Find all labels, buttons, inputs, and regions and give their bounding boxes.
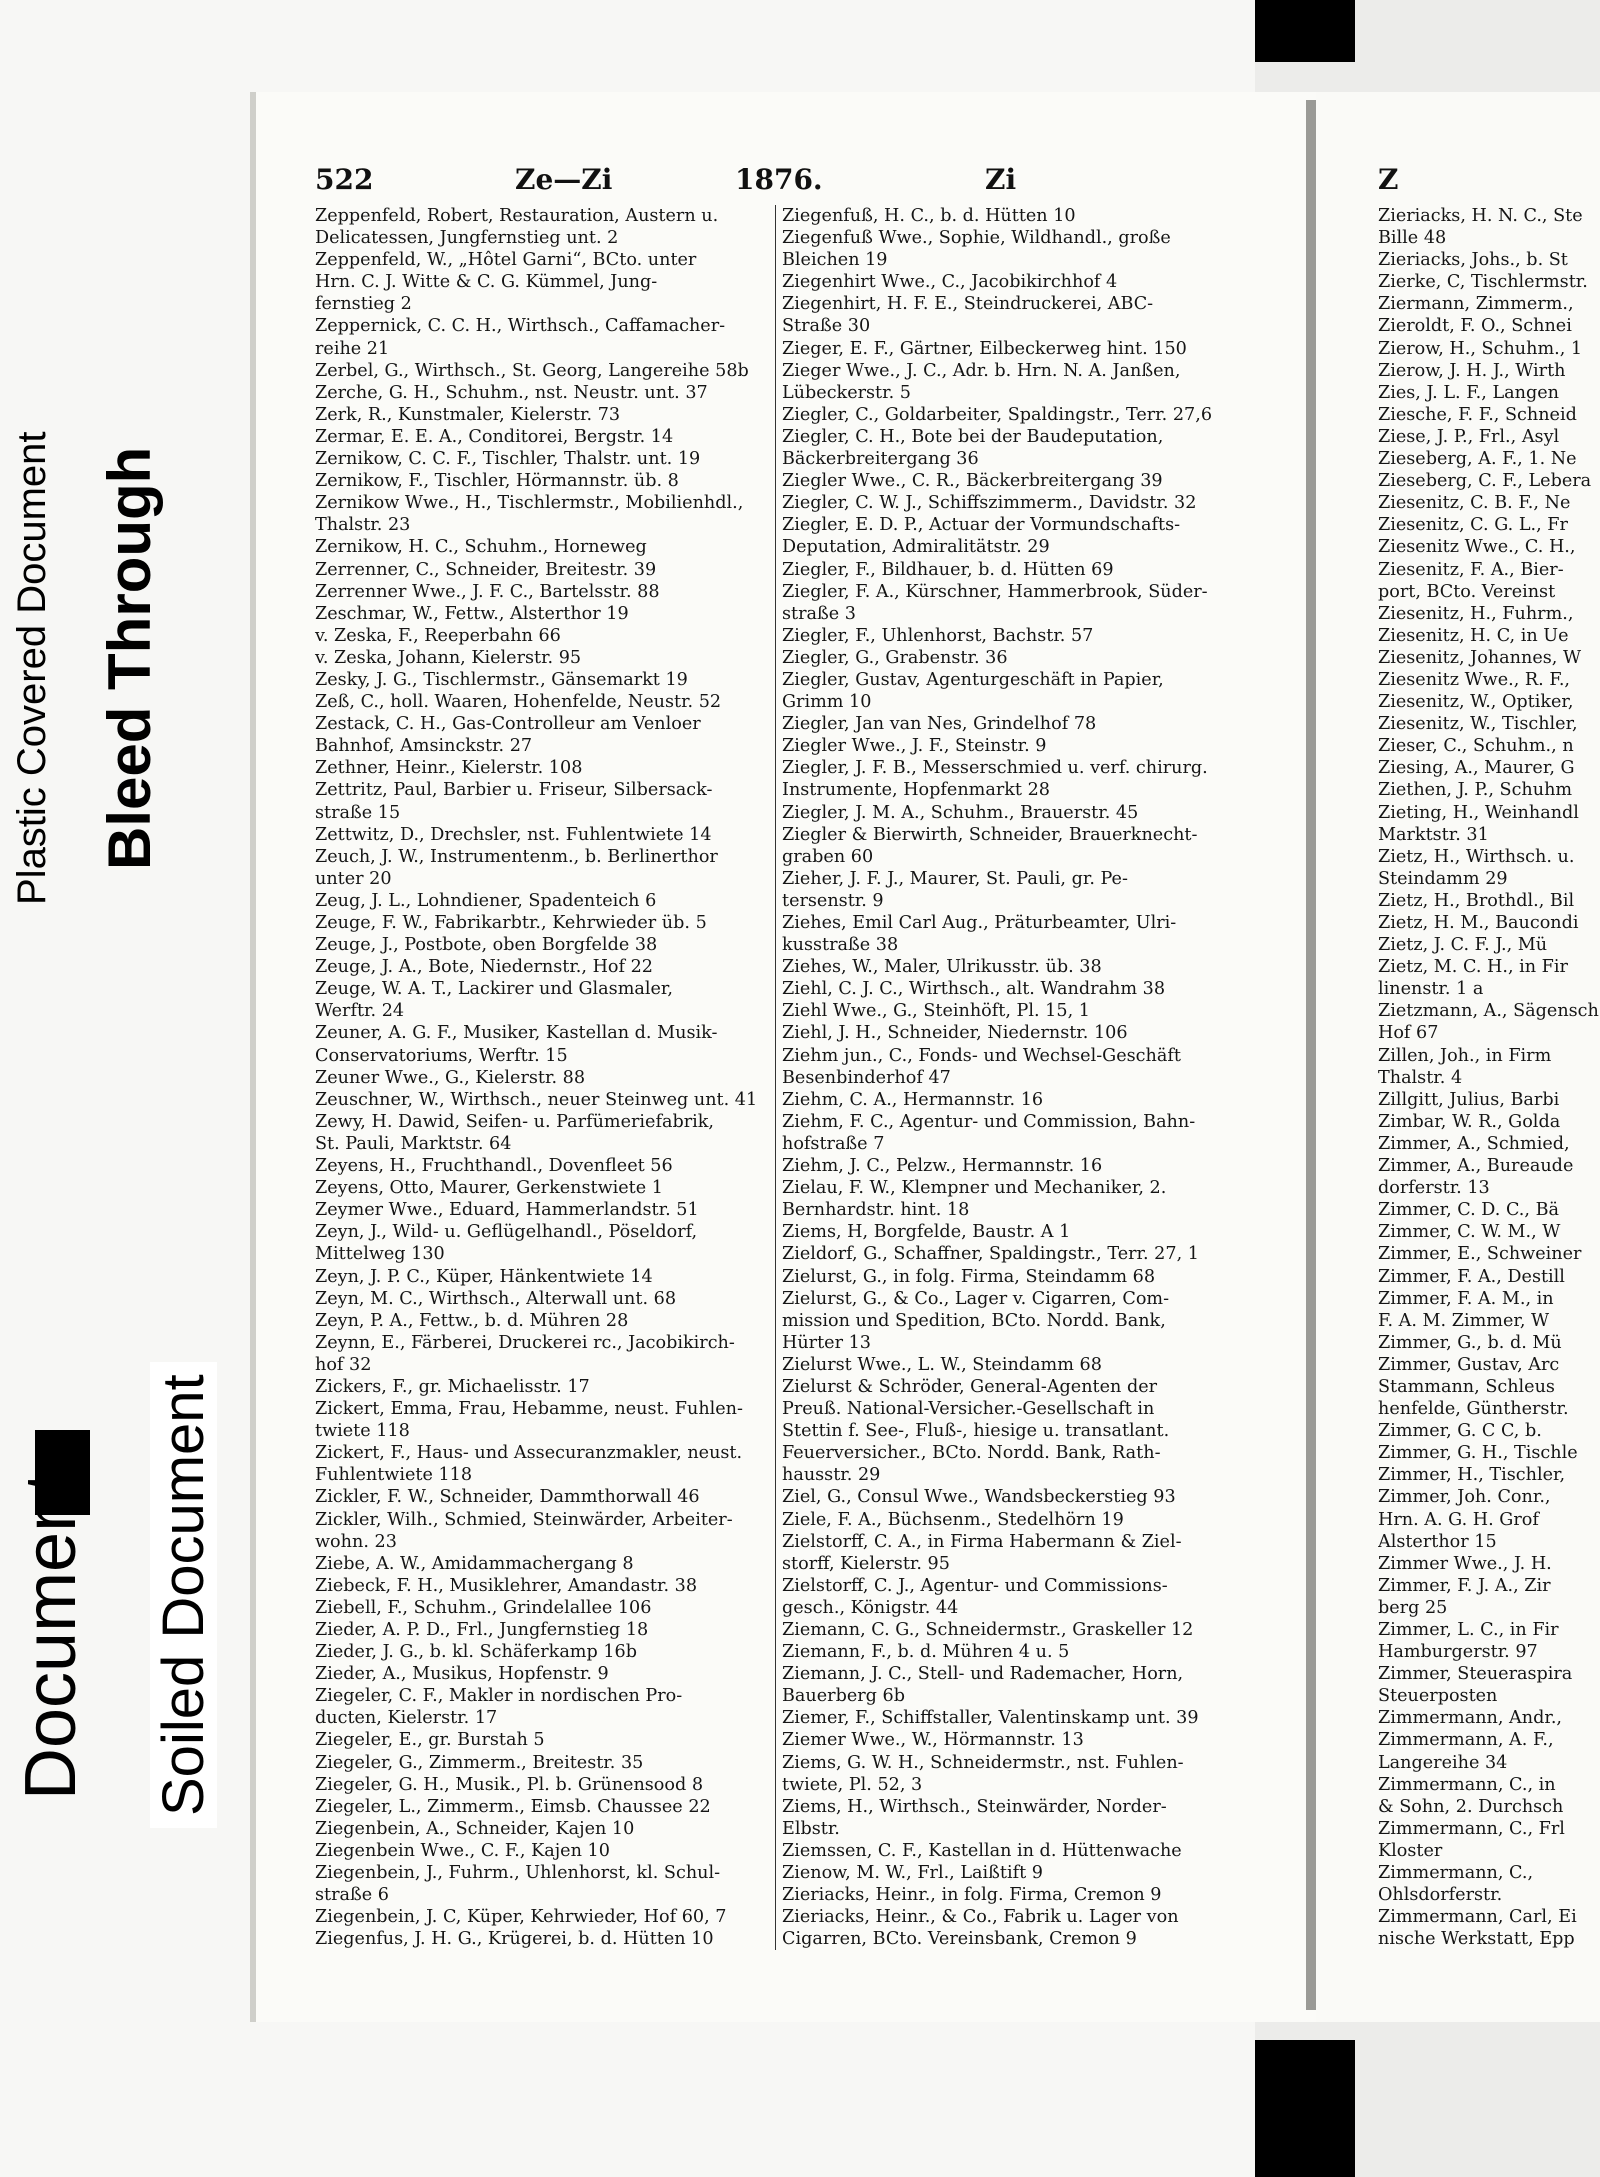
directory-entry-line: Ziems, G. W. H., Schneidermstr., nst. Fuhlen- <box>782 1752 1184 1773</box>
directory-entry-line: Ziesenitz, Johannes, W <box>1378 647 1582 668</box>
directory-entry-line: Zeyens, H., Fruchthandl., Dovenfleet 56 <box>315 1156 673 1177</box>
directory-entry-line: straße 6 <box>315 1885 389 1906</box>
directory-entry-line: dorferstr. 13 <box>1378 1178 1490 1199</box>
directory-entry-line: Zietzmann, A., Sägensch <box>1378 1001 1599 1022</box>
directory-column-1 <box>315 205 770 1950</box>
directory-entry-line: Zimmer, F. A., Destill <box>1378 1266 1565 1287</box>
scan-black-bar-bottom <box>1255 2040 1355 2177</box>
directory-entry-line: Zieriacks, Heinr., & Co., Fabrik u. Lager von <box>782 1907 1179 1928</box>
directory-entry-line: Zeuschner, W., Wirthsch., neuer Steinweg unt. 41 <box>315 1089 758 1110</box>
directory-entry-line: Ziegler, Gustav, Agenturgeschäft in Papier, <box>782 669 1164 690</box>
directory-entry-line: Steindamm 29 <box>1378 868 1508 889</box>
directory-entry-line: Zieriacks, H. N. C., Ste <box>1378 206 1583 226</box>
directory-entry-line: Ziemann, C. G., Schneidermstr., Graskeller 12 <box>782 1620 1194 1640</box>
directory-entry-line: Zeuner Wwe., G., Kielerstr. 88 <box>315 1067 586 1088</box>
directory-entry-line: Zierow, J. H. J., Wirth <box>1378 360 1566 381</box>
directory-entry-line: Zieder, A., Musikus, Hopfenstr. 9 <box>315 1664 609 1685</box>
directory-entry-line: Ziegeler, C. F., Makler in nordischen Pro- <box>315 1686 683 1707</box>
directory-entry-line: Zeyn, J. P. C., Küper, Hänkentwiete 14 <box>315 1266 653 1287</box>
directory-entry-line: Ziegenhirt Wwe., C., Jacobikirchhof 4 <box>782 272 1118 293</box>
directory-entry-line: Ziebell, F., Schuhm., Grindelallee 106 <box>315 1597 652 1618</box>
directory-entry-line: Thalstr. 23 <box>315 515 411 536</box>
directory-entry-line: Ohlsdorferstr. <box>1378 1885 1503 1906</box>
directory-entry-line: Bille 48 <box>1378 228 1447 249</box>
directory-entry-line: Zimmer, Joh. Conr., <box>1378 1487 1551 1508</box>
directory-entry-line: Zimbar, W. R., Golda <box>1378 1111 1561 1132</box>
directory-entry-line: Zimmer, A., Bureaude <box>1378 1156 1574 1177</box>
directory-entry-line: Zeuner, A. G. F., Musiker, Kastellan d. Musik- <box>315 1023 718 1044</box>
directory-entry-line: Werftr. 24 <box>315 1001 405 1022</box>
directory-entry-line: Zillgitt, Julius, Barbi <box>1378 1089 1560 1110</box>
directory-entry-line: Zielurst & Schröder, General-Agenten der <box>782 1376 1158 1397</box>
directory-entry-line: Zernikow Wwe., H., Tischlermstr., Mobilienhdl., <box>315 493 744 514</box>
directory-entry-line: Hof 67 <box>1378 1023 1439 1044</box>
directory-entry-line: Ziegler & Bierwirth, Schneider, Brauerknecht- <box>782 824 1198 845</box>
directory-entry-line: Deputation, Admiralitätstr. 29 <box>782 537 1050 558</box>
directory-entry-line: St. Pauli, Marktstr. 64 <box>315 1133 512 1154</box>
directory-entry-line: Zieher, J. F. J., Maurer, St. Pauli, gr. Pe- <box>782 868 1128 889</box>
directory-entry-line: Ziegler, J. F. B., Messerschmied u. verf. chirurg. <box>782 758 1208 779</box>
directory-entry-line: Zickers, F., gr. Michaelisstr. 17 <box>315 1376 590 1397</box>
directory-entry-line: Conservatoriums, Werftr. 15 <box>315 1045 568 1066</box>
column-divider <box>775 205 776 1950</box>
directory-entry-line: Zietz, M. C. H., in Fir <box>1378 957 1568 978</box>
directory-entry-line: Zieldorf, G., Schaffner, Spaldingstr., Terr. 27, 1 <box>782 1244 1199 1265</box>
directory-entry-line: Zimmermann, Carl, Ei <box>1378 1907 1577 1928</box>
label-plastic-covered: Plastic Covered Document <box>10 431 54 905</box>
directory-entry-line: Ziesenitz, C. B. F., Ne <box>1378 493 1571 514</box>
directory-entry-line: Mittelweg 130 <box>315 1244 445 1265</box>
directory-entry-line: linenstr. 1 a <box>1378 979 1484 1000</box>
directory-entry-line: Zielstorff, C. J., Agentur- und Commissions- <box>782 1575 1168 1596</box>
directory-entry-line: Zieser, C., Schuhm., n <box>1378 736 1574 757</box>
directory-entry-line: Zettritz, Paul, Barbier u. Friseur, Silbersack- <box>315 780 713 801</box>
directory-entry-line: Zieger Wwe., J. C., Adr. b. Hrn. N. A. Janßen, <box>782 360 1181 381</box>
directory-entry-line: Zieger, E. F., Gärtner, Eilbeckerweg hint. 150 <box>782 338 1187 359</box>
directory-entry-line: Ziegler, C., Goldarbeiter, Spaldingstr., Terr. 27,6 <box>782 404 1213 425</box>
directory-entry-line: mission und Spedition, BCto. Nordd. Bank, <box>782 1310 1166 1331</box>
directory-entry-line: unter 20 <box>315 868 392 889</box>
directory-entry-line: Ziethen, J. P., Schuhm <box>1378 780 1573 801</box>
directory-entry-line: Steuerposten <box>1378 1686 1498 1707</box>
directory-entry-line: Instrumente, Hopfenmarkt 28 <box>782 780 1050 801</box>
directory-entry-line: Ziesenitz, W., Optiker, <box>1378 692 1574 713</box>
directory-entry-line: Bahnhof, Amsinckstr. 27 <box>315 736 533 757</box>
directory-entry-line: graben 60 <box>782 846 874 867</box>
directory-entry-line: Ziegler, Jan van Nes, Grindelhof 78 <box>782 714 1097 735</box>
directory-entry-line: Zieriacks, Johs., b. St <box>1378 250 1568 271</box>
running-head <box>315 163 1265 203</box>
directory-entry-line: Zimmermann, C., in <box>1378 1774 1556 1795</box>
directory-entry-line: Grimm 10 <box>782 692 872 713</box>
directory-column-3 <box>1378 205 1600 1950</box>
directory-entry-line: Ziegenhirt, H. F. E., Steindruckerei, ABC- <box>782 294 1154 315</box>
directory-entry-line: Ziemssen, C. F., Kastellan in d. Hüttenwache <box>782 1840 1182 1861</box>
directory-entry-line: Ziegler, C. H., Bote bei der Baudeputation, <box>782 426 1164 447</box>
scan-black-bar-top <box>1255 0 1355 62</box>
directory-entry-line: Zielau, F. W., Klempner und Mechaniker, 2. <box>782 1178 1167 1199</box>
directory-entry-line: Zethner, Heinr., Kielerstr. 108 <box>315 758 583 779</box>
directory-entry-line: Ziems, H, Borgfelde, Baustr. A 1 <box>782 1222 1071 1243</box>
directory-entry-line: Ziegeler, L., Zimmerm., Eimsb. Chaussee 22 <box>315 1796 711 1817</box>
directory-entry-line: Ziegler Wwe., C. R., Bäckerbreitergang 39 <box>782 471 1163 492</box>
directory-entry-line: Bernhardstr. hint. 18 <box>782 1200 970 1221</box>
directory-entry-line: Zernikow, H. C., Schuhm., Horneweg <box>315 537 647 558</box>
directory-entry-line: Delicatessen, Jungfernstieg unt. 2 <box>315 228 619 249</box>
directory-entry-line: Zies, J. L. F., Langen <box>1378 382 1559 403</box>
directory-entry-line: v. Zeska, Johann, Kielerstr. 95 <box>315 647 582 668</box>
directory-entry-line: Ziesche, F. F., Schneid <box>1378 404 1577 425</box>
directory-entry-line: Stettin f. See-, Fluß-, hiesige u. transatlant. <box>782 1421 1170 1442</box>
directory-entry-line: Kloster <box>1378 1840 1443 1861</box>
directory-entry-line: Hamburgerstr. 97 <box>1378 1642 1538 1663</box>
directory-entry-line: Ziegenbein, J. C, Küper, Kehrwieder, Hof 60, 7 <box>315 1907 727 1928</box>
directory-entry-line: Ziese, J. P., Frl., Asyl <box>1378 426 1560 447</box>
directory-entry-line: Ziegeler, G., Zimmerm., Breitestr. 35 <box>315 1752 644 1773</box>
directory-entry-line: Zeuge, W. A. T., Lackirer und Glasmaler, <box>315 979 673 1000</box>
directory-entry-line: straße 15 <box>315 802 401 823</box>
directory-entry-line: Zimmer, E., Schweiner <box>1378 1244 1582 1265</box>
directory-entry-line: Ziegler, F., Uhlenhorst, Bachstr. 57 <box>782 625 1094 646</box>
directory-entry-line: Zieriacks, Heinr., in folg. Firma, Cremon 9 <box>782 1885 1162 1906</box>
directory-entry-line: Zeynn, E., Färberei, Druckerei rc., Jacobikirch- <box>315 1332 735 1353</box>
directory-entry-line: Zestack, C. H., Gas-Controlleur am Venloer <box>315 714 701 735</box>
directory-entry-line: Ziemann, F., b. d. Mühren 4 u. 5 <box>782 1642 1070 1663</box>
directory-entry-line: twiete 118 <box>315 1421 410 1442</box>
directory-entry-line: Straße 30 <box>782 316 871 337</box>
directory-entry-line: hofstraße 7 <box>782 1133 885 1154</box>
directory-entry-line: Ziems, H., Wirthsch., Steinwärder, Norder- <box>782 1796 1167 1817</box>
directory-entry-line: Ziegler, F., Bildhauer, b. d. Hütten 69 <box>782 559 1114 580</box>
directory-entry-line: Ziegeler, E., gr. Burstah 5 <box>315 1730 545 1751</box>
directory-entry-line: wohn. 23 <box>315 1531 397 1552</box>
label-bleed-through: Bleed Through <box>96 446 163 870</box>
directory-entry-line: Zimmer, F. A. M., in <box>1378 1288 1554 1309</box>
directory-entry-line: tersenstr. 9 <box>782 890 884 911</box>
directory-entry-line: kusstraße 38 <box>782 935 899 956</box>
directory-entry-line: Feuerversicher., BCto. Nordd. Bank, Rath- <box>782 1443 1161 1464</box>
directory-entry-line: Ziegenbein, J., Fuhrm., Uhlenhorst, kl. Schul- <box>315 1863 721 1884</box>
directory-entry-line: Zieroldt, F. O., Schnei <box>1378 316 1572 337</box>
directory-entry-line: Zermar, E. E. A., Conditorei, Bergstr. 14 <box>315 426 674 447</box>
directory-entry-line: Zewy, H. Dawid, Seifen- u. Parfümeriefabrik, <box>315 1111 715 1132</box>
directory-entry-line: Marktstr. 31 <box>1378 824 1489 845</box>
book-spine <box>1306 100 1316 2010</box>
directory-entry-line: fernstieg 2 <box>315 294 412 315</box>
directory-entry-line: Ziemer, F., Schiffstaller, Valentinskamp unt. 39 <box>782 1708 1199 1729</box>
directory-entry-line: Zieder, A. P. D., Frl., Jungfernstieg 18 <box>315 1620 649 1640</box>
right-letter: Zi <box>985 163 1017 196</box>
directory-entry-line: Zeß, C., holl. Waaren, Hohenfelde, Neustr. 52 <box>315 692 722 713</box>
directory-entry-line: Zeyens, Otto, Maurer, Gerkenstwiete 1 <box>315 1178 663 1199</box>
directory-entry-line: Bäckerbreitergang 36 <box>782 449 979 470</box>
directory-entry-line: Zesky, J. G., Tischlermstr., Gänsemarkt 19 <box>315 669 688 690</box>
directory-entry-line: Ziebe, A. W., Amidammachergang 8 <box>315 1553 634 1574</box>
directory-entry-line: Hrn. C. J. Witte & C. G. Kümmel, Jung- <box>315 272 658 293</box>
directory-entry-line: Zimmer, C. W. M., W <box>1378 1222 1561 1243</box>
directory-entry-line: Ziesenitz, C. G. L., Fr <box>1378 515 1568 536</box>
directory-entry-line: Zeuch, J. W., Instrumentenm., b. Berlinerthor <box>315 846 718 867</box>
directory-entry-line: Ziehes, W., Maler, Ulrikusstr. üb. 38 <box>782 957 1102 978</box>
directory-entry-line: Zerrenner Wwe., J. F. C., Bartelsstr. 88 <box>315 581 660 602</box>
directory-entry-line: Zimmer, G. C C, b. <box>1378 1421 1542 1442</box>
directory-entry-line: Ziegenfuß, H. C., b. d. Hütten 10 <box>782 206 1076 226</box>
directory-entry-line: Zeppenfeld, W., „Hôtel Garni“, BCto. unter <box>315 250 697 271</box>
directory-entry-line: Zimmer Wwe., J. H. <box>1378 1553 1552 1574</box>
directory-entry-line: Ziegler, J. M. A., Schuhm., Brauerstr. 45 <box>782 802 1139 823</box>
directory-entry-line: Zietz, H. M., Baucondi <box>1378 913 1579 933</box>
directory-entry-line: straße 3 <box>782 603 856 624</box>
directory-entry-line: Zimmer, G. H., Tischle <box>1378 1443 1578 1464</box>
directory-entry-line: hausstr. 29 <box>782 1465 881 1486</box>
directory-entry-line: Besenbinderhof 47 <box>782 1067 951 1088</box>
directory-entry-line: Zierke, C, Tischlermstr. <box>1378 272 1588 293</box>
directory-entry-line: Lübeckerstr. 5 <box>782 382 911 403</box>
directory-entry-line: Zeuge, F. W., Fabrikarbtr., Kehrwieder üb. 5 <box>315 913 707 933</box>
directory-entry-line: Zernikow, F., Tischler, Hörmannstr. üb. 8 <box>315 471 679 492</box>
directory-entry-line: Zimmermann, A. F., <box>1378 1730 1554 1751</box>
directory-entry-line: Ziegeler, G. H., Musik., Pl. b. Grünensood 8 <box>315 1774 704 1795</box>
directory-entry-line: Ziegler, C. W. J., Schiffszimmerm., Davidstr. 32 <box>782 493 1197 514</box>
next-page-letter: Z <box>1378 163 1399 196</box>
directory-entry-line: Zeuge, J. A., Bote, Niedernstr., Hof 22 <box>315 957 653 978</box>
label-document: Document <box>11 1471 91 1800</box>
directory-entry-line: Zeyn, P. A., Fettw., b. d. Mühren 28 <box>315 1310 629 1331</box>
directory-entry-line: Zeymer Wwe., Eduard, Hammerlandstr. 51 <box>315 1200 699 1221</box>
directory-entry-line: Alsterthor 15 <box>1378 1531 1497 1552</box>
directory-entry-line: Hrn. A. G. H. Grof <box>1378 1509 1539 1530</box>
directory-entry-line: Zeuge, J., Postbote, oben Borgfelde 38 <box>315 935 658 956</box>
directory-entry-line: henfelde, Güntherstr. <box>1378 1399 1569 1420</box>
directory-entry-line: Bauerberg 6b <box>782 1686 905 1707</box>
directory-entry-line: Zielurst, G., in folg. Firma, Steindamm 68 <box>782 1266 1156 1287</box>
directory-entry-line: twiete, Pl. 52, 3 <box>782 1774 923 1795</box>
directory-entry-line: Zimmer, C. D. C., Bä <box>1378 1200 1560 1221</box>
directory-entry-line: Zeppernick, C. C. H., Wirthsch., Caffamacher- <box>315 316 726 337</box>
directory-entry-line: Zimmer, A., Schmied, <box>1378 1133 1570 1154</box>
directory-entry-line: Zielurst Wwe., L. W., Steindamm 68 <box>782 1354 1102 1375</box>
directory-entry-line: v. Zeska, F., Reeperbahn 66 <box>315 625 561 646</box>
directory-entry-line: Zillen, Joh., in Firm <box>1378 1045 1552 1066</box>
directory-entry-line: Elbstr. <box>782 1818 840 1839</box>
directory-entry-line: Ziesenitz, F. A., Bier- <box>1378 559 1564 580</box>
directory-entry-line: port, BCto. Vereinst <box>1378 581 1556 602</box>
directory-entry-line: Ziehm, F. C., Agentur- und Commission, Bahn- <box>782 1111 1196 1132</box>
directory-entry-line: Ziegenfuß Wwe., Sophie, Wildhandl., große <box>782 228 1171 249</box>
directory-entry-line: Zieseberg, A. F., 1. Ne <box>1378 449 1577 470</box>
directory-entry-line: Ziesenitz, H. C, in Ue <box>1378 625 1569 646</box>
directory-entry-line: Hürter 13 <box>782 1332 871 1353</box>
directory-entry-line: Zierow, H., Schuhm., 1 <box>1378 338 1583 359</box>
directory-entry-line: Cigarren, BCto. Vereinsbank, Cremon 9 <box>782 1929 1137 1950</box>
directory-entry-line: & Sohn, 2. Durchsch <box>1378 1796 1564 1817</box>
directory-entry-line: Zernikow, C. C. F., Tischler, Thalstr. unt. 19 <box>315 449 701 470</box>
directory-entry-line: Ziegler Wwe., J. F., Steinstr. 9 <box>782 736 1047 757</box>
directory-entry-line: nische Werkstatt, Epp <box>1378 1929 1575 1950</box>
directory-entry-line: Zeyn, M. C., Wirthsch., Alterwall unt. 68 <box>315 1288 677 1309</box>
directory-entry-line: Ziegenbein, A., Schneider, Kajen 10 <box>315 1818 635 1839</box>
directory-entry-line: Zerk, R., Kunstmaler, Kielerstr. 73 <box>315 404 621 425</box>
directory-entry-line: Ziehl, J. H., Schneider, Niedernstr. 106 <box>782 1023 1128 1044</box>
directory-entry-line: Ziehl, C. J. C., Wirthsch., alt. Wandrahm 38 <box>782 979 1166 1000</box>
directory-entry-line: Ziesenitz, W., Tischler, <box>1378 714 1578 735</box>
year: 1876. <box>735 163 823 196</box>
directory-entry-line: Zimmer, H., Tischler, <box>1378 1465 1566 1486</box>
directory-entry-line: Ziehm, C. A., Hermannstr. 16 <box>782 1089 1044 1110</box>
directory-entry-line: ducten, Kielerstr. 17 <box>315 1708 498 1729</box>
directory-entry-line: Zerrenner, C., Schneider, Breitestr. 39 <box>315 559 657 580</box>
directory-entry-line: Zielurst, G., & Co., Lager v. Cigarren, Com- <box>782 1288 1170 1309</box>
directory-entry-line: Zerche, G. H., Schuhm., nst. Neustr. unt. 37 <box>315 382 708 403</box>
directory-entry-line: Zimmermann, C., <box>1378 1863 1534 1884</box>
directory-entry-line: Preuß. National-Versicher.-Gesellschaft in <box>782 1399 1155 1420</box>
directory-entry-line: reihe 21 <box>315 338 390 359</box>
directory-entry-line: Ziermann, Zimmerm., <box>1378 294 1574 315</box>
directory-entry-line: Ziel, G., Consul Wwe., Wandsbeckerstieg 93 <box>782 1487 1176 1508</box>
directory-entry-line: Bleichen 19 <box>782 250 888 271</box>
directory-entry-line: Zimmermann, C., Frl <box>1378 1818 1565 1839</box>
directory-entry-line: Ziesenitz Wwe., C. H., <box>1378 537 1576 558</box>
directory-entry-line: Zimmermann, Andr., <box>1378 1708 1563 1729</box>
directory-entry-line: Ziemann, J. C., Stell- und Rademacher, Horn, <box>782 1664 1184 1685</box>
directory-entry-line: Stammann, Schleus <box>1378 1376 1555 1397</box>
directory-entry-line: Zieting, H., Weinhandl <box>1378 802 1579 823</box>
directory-entry-line: Zettwitz, D., Drechsler, nst. Fuhlentwiete 14 <box>315 824 712 845</box>
directory-entry-line: Zeyn, J., Wild- u. Geflügelhandl., Pöseldorf, <box>315 1222 698 1243</box>
directory-entry-line: Ziemer Wwe., W., Hörmannstr. 13 <box>782 1730 1084 1751</box>
directory-entry-line: berg 25 <box>1378 1597 1448 1618</box>
directory-entry-line: Ziehm jun., C., Fonds- und Wechsel-Geschäft <box>782 1045 1181 1066</box>
directory-entry-line: Thalstr. 4 <box>1378 1067 1463 1088</box>
page-number: 522 <box>315 163 374 196</box>
directory-entry-line: Zimmer, F. J. A., Zir <box>1378 1575 1551 1596</box>
directory-entry-line: Ziehm, J. C., Pelzw., Hermannstr. 16 <box>782 1156 1103 1177</box>
directory-column-2 <box>782 205 1237 1950</box>
directory-entry-line: Zickler, Wilh., Schmied, Steinwärder, Arbeiter- <box>315 1509 733 1530</box>
left-range: Ze—Zi <box>515 163 613 196</box>
directory-entry-line: Ziegler, G., Grabenstr. 36 <box>782 647 1008 668</box>
directory-entry-line: Zietz, J. C. F. J., Mü <box>1378 935 1548 956</box>
directory-entry-line: Fuhlentwiete 118 <box>315 1465 473 1486</box>
directory-entry-line: Ziegler, F. A., Kürschner, Hammerbrook, Süder- <box>782 581 1208 602</box>
directory-entry-line: Zickert, F., Haus- und Assecuranzmakler, neust. <box>315 1443 743 1464</box>
directory-entry-line: Langereihe 34 <box>1378 1752 1508 1773</box>
directory-entry-line: Zeug, J. L., Lohndiener, Spadenteich 6 <box>315 890 657 911</box>
directory-entry-line: Zietz, H., Wirthsch. u. <box>1378 846 1575 867</box>
directory-entry-line: Zielstorff, C. A., in Firma Habermann & Ziel- <box>782 1531 1182 1552</box>
directory-entry-line: hof 32 <box>315 1354 372 1375</box>
directory-entry-line: Ziehl Wwe., G., Steinhöft, Pl. 15, 1 <box>782 1001 1090 1022</box>
directory-entry-line: Zeschmar, W., Fettw., Alsterthor 19 <box>315 603 629 624</box>
directory-entry-line: Ziegenfus, J. H. G., Krügerei, b. d. Hütten 10 <box>315 1929 714 1950</box>
directory-entry-line: Zienow, M. W., Frl., Laißtift 9 <box>782 1863 1043 1884</box>
directory-entry-line: storff, Kielerstr. 95 <box>782 1553 950 1574</box>
directory-entry-line: Ziebeck, F. H., Musiklehrer, Amandastr. 38 <box>315 1575 698 1596</box>
directory-entry-line: Zieseberg, C. F., Lebera <box>1378 471 1592 492</box>
directory-entry-line: Ziesing, A., Maurer, G <box>1378 758 1575 779</box>
directory-entry-line: Ziesenitz Wwe., R. F., <box>1378 669 1571 690</box>
directory-entry-line: Zietz, H., Brothdl., Bil <box>1378 890 1575 911</box>
directory-entry-line: Zimmer, G., b. d. Mü <box>1378 1332 1562 1353</box>
label-soiled-document: Soiled Document <box>150 1362 217 1828</box>
directory-entry-line: Zieder, J. G., b. kl. Schäferkamp 16b <box>315 1642 637 1663</box>
directory-entry-line: Zeppenfeld, Robert, Restauration, Austern u. <box>315 206 719 226</box>
directory-entry-line: F. A. M. Zimmer, W <box>1378 1310 1550 1331</box>
directory-entry-line: Ziehes, Emil Carl Aug., Präturbeamter, Ulri- <box>782 913 1177 933</box>
directory-entry-line: Zimmer, Steueraspira <box>1378 1664 1573 1685</box>
directory-entry-line: Ziesenitz, H., Fuhrm., <box>1378 603 1574 624</box>
directory-entry-line: Zimmer, Gustav, Arc <box>1378 1354 1560 1375</box>
directory-entry-line: Ziele, F. A., Büchsenm., Stedelhörn 19 <box>782 1509 1124 1530</box>
directory-entry-line: Zimmer, L. C., in Fir <box>1378 1620 1559 1640</box>
directory-entry-line: Ziegler, E. D. P., Actuar der Vormundschafts- <box>782 515 1181 536</box>
directory-entry-line: gesch., Königstr. 44 <box>782 1597 959 1618</box>
directory-entry-line: Zickler, F. W., Schneider, Dammthorwall 46 <box>315 1487 700 1508</box>
directory-entry-line: Zerbel, G., Wirthsch., St. Georg, Langereihe 58b <box>315 360 749 381</box>
directory-entry-line: Zickert, Emma, Frau, Hebamme, neust. Fuhlen- <box>315 1399 743 1420</box>
directory-entry-line: Ziegenbein Wwe., C. F., Kajen 10 <box>315 1840 610 1861</box>
